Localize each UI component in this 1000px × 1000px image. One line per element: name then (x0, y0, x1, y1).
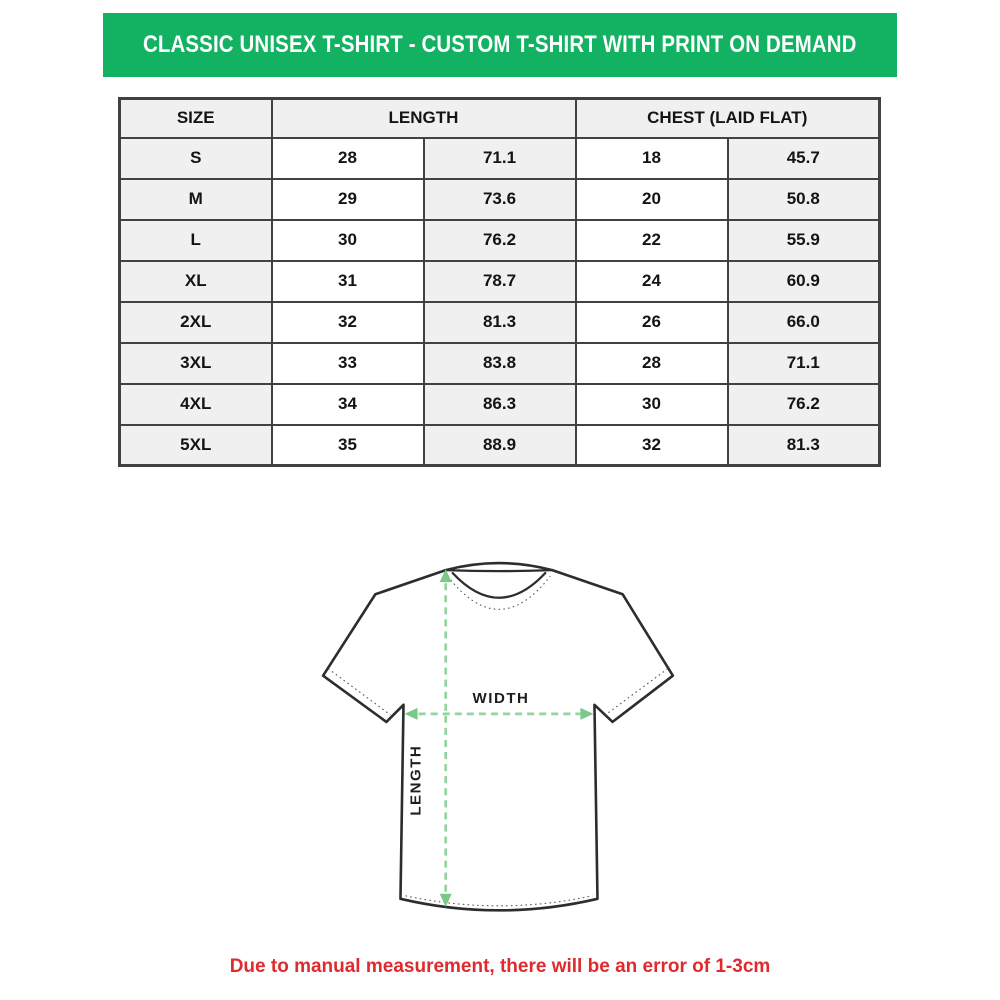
cell-length-cm: 76.2 (424, 220, 576, 261)
cell-length-in: 28 (272, 138, 424, 179)
cell-chest-cm: 50.8 (728, 179, 880, 220)
cell-length-cm: 88.9 (424, 425, 576, 466)
size-table-body (120, 138, 880, 466)
cell-chest-in: 24 (576, 261, 728, 302)
table-row (120, 179, 880, 220)
width-label: WIDTH (472, 689, 530, 707)
size-table (118, 97, 881, 467)
cell-chest-cm: 81.3 (728, 425, 880, 466)
cell-length-in: 29 (272, 179, 424, 220)
cell-size: 4XL (120, 384, 272, 425)
collar-band-line (446, 570, 553, 571)
cell-length-cm: 71.1 (424, 138, 576, 179)
cell-length-in: 33 (272, 343, 424, 384)
cell-chest-in: 18 (576, 138, 728, 179)
cell-size: 3XL (120, 343, 272, 384)
cell-chest-in: 28 (576, 343, 728, 384)
title-banner (103, 13, 897, 77)
cell-size: 2XL (120, 302, 272, 343)
cell-length-cm: 73.6 (424, 179, 576, 220)
cell-length-in: 32 (272, 302, 424, 343)
table-row (120, 343, 880, 384)
cell-chest-in: 22 (576, 220, 728, 261)
cell-length-cm: 86.3 (424, 384, 576, 425)
table-row (120, 384, 880, 425)
cell-chest-in: 20 (576, 179, 728, 220)
column-header-size: SIZE (120, 99, 272, 138)
cell-chest-cm: 60.9 (728, 261, 880, 302)
tshirt-outline (323, 563, 673, 910)
cell-chest-in: 32 (576, 425, 728, 466)
cell-chest-cm: 71.1 (728, 343, 880, 384)
cell-size: 5XL (120, 425, 272, 466)
cell-size: XL (120, 261, 272, 302)
cell-size: L (120, 220, 272, 261)
table-row (120, 220, 880, 261)
cell-length-in: 34 (272, 384, 424, 425)
cell-length-in: 30 (272, 220, 424, 261)
cell-chest-in: 30 (576, 384, 728, 425)
page-title: CLASSIC UNISEX T-SHIRT - CUSTOM T-SHIRT WITH PRINT ON DEMAND (143, 31, 857, 58)
cell-length-cm: 81.3 (424, 302, 576, 343)
table-row (120, 138, 880, 179)
cell-chest-cm: 76.2 (728, 384, 880, 425)
cell-chest-cm: 55.9 (728, 220, 880, 261)
cell-chest-cm: 66.0 (728, 302, 880, 343)
cell-length-in: 31 (272, 261, 424, 302)
cell-length-cm: 78.7 (424, 261, 576, 302)
cell-size: S (120, 138, 272, 179)
cell-length-in: 35 (272, 425, 424, 466)
cell-length-cm: 83.8 (424, 343, 576, 384)
table-row (120, 425, 880, 466)
table-header-row (120, 99, 880, 138)
tshirt-measurement-diagram (308, 546, 700, 938)
table-row (120, 302, 880, 343)
cell-chest-in: 26 (576, 302, 728, 343)
cell-size: M (120, 179, 272, 220)
table-row (120, 261, 880, 302)
length-label: LENGTH (407, 744, 425, 816)
measurement-disclaimer: Due to manual measurement, there will be an error of 1-3cm (229, 956, 771, 977)
cell-chest-cm: 45.7 (728, 138, 880, 179)
column-header-length: LENGTH (272, 99, 576, 138)
column-header-chest: CHEST (LAID FLAT) (576, 99, 880, 138)
